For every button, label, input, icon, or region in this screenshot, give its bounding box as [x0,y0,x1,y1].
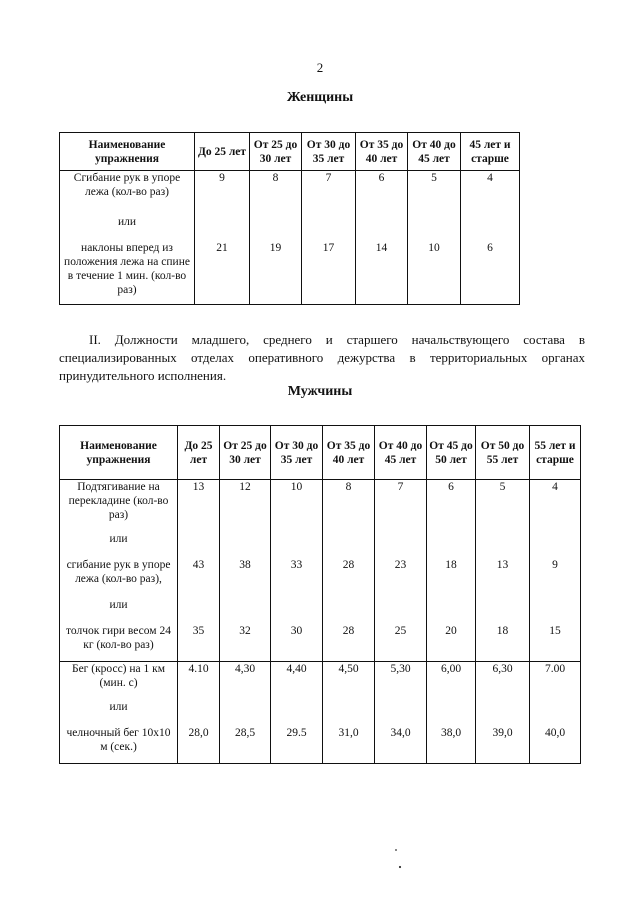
header-age-35-40: От 35 до 40 лет [323,426,375,480]
value-cell: 6 [427,480,476,532]
exercise-name: челночный бег 10х10 м (сек.) [60,726,178,764]
value-cell [356,215,408,241]
table-row-or [60,598,581,624]
value-cell [178,700,220,726]
value-cell: 25 [375,624,427,662]
value-cell: 15 [530,624,581,662]
value-cell [271,532,323,558]
header-age-25-30: От 25 до 30 лет [220,426,271,480]
header-exercise-name: Наименование упражнения [60,133,195,171]
header-age-45-plus: 45 лет и старше [461,133,520,171]
header-exercise-name: Наименование упражнения [60,426,178,480]
table-row [60,726,581,764]
value-cell: 38,0 [427,726,476,764]
value-cell: 43 [178,558,220,598]
exercise-name: Подтягивание на перекладине (кол-во раз) [60,480,178,532]
value-cell [461,215,520,241]
value-cell [375,700,427,726]
header-age-under-25: До 25 лет [195,133,250,171]
value-cell: 39,0 [476,726,530,764]
value-cell: 7.00 [530,662,581,700]
value-cell: 20 [427,624,476,662]
value-cell: 12 [220,480,271,532]
header-age-50-55: От 50 до 55 лет [476,426,530,480]
value-cell [530,532,581,558]
table-row-or [60,700,581,726]
table-row [60,624,581,662]
value-cell [427,598,476,624]
value-cell [375,532,427,558]
value-cell [220,700,271,726]
value-cell: 4,40 [271,662,323,700]
header-age-35-40: От 35 до 40 лет [356,133,408,171]
header-age-45-50: От 45 до 50 лет [427,426,476,480]
value-cell: 9 [530,558,581,598]
value-cell [302,215,356,241]
value-cell: 10 [271,480,323,532]
value-cell: 4 [461,171,520,215]
value-cell: 40,0 [530,726,581,764]
value-cell: 9 [195,171,250,215]
value-cell [220,598,271,624]
value-cell [323,700,375,726]
value-cell: 7 [302,171,356,215]
header-age-25-30: От 25 до 30 лет [250,133,302,171]
value-cell: 19 [250,241,302,305]
value-cell: 4.10 [178,662,220,700]
value-cell: 21 [195,241,250,305]
header-age-under-25: До 25 лет [178,426,220,480]
scan-speck-marks [393,846,407,876]
value-cell: 4 [530,480,581,532]
value-cell: 6,00 [427,662,476,700]
table-row-or [60,532,581,558]
value-cell: 38 [220,558,271,598]
value-cell [427,700,476,726]
value-cell: 18 [427,558,476,598]
value-cell: 5 [476,480,530,532]
table-row [60,171,520,215]
table-header-row [60,133,520,171]
value-cell [427,532,476,558]
header-age-40-45: От 40 до 45 лет [375,426,427,480]
table-row [60,241,520,305]
value-cell [220,532,271,558]
or-separator: или [60,532,178,558]
value-cell: 10 [408,241,461,305]
value-cell: 30 [271,624,323,662]
section-paragraph: II. Должности младшего, среднего и старшего начальствующего состава в специализированных отделах оперативного дежурства в территориальных органах принудительного исполнения. [59,332,585,383]
men-standards-table [59,425,581,764]
women-standards-table [59,132,520,305]
value-cell: 23 [375,558,427,598]
women-section-title: Женщины [286,90,354,105]
value-cell: 29.5 [271,726,323,764]
header-age-55-plus: 55 лет и старше [530,426,581,480]
scan-marks [393,846,407,879]
value-cell: 4,50 [323,662,375,700]
value-cell: 28,0 [178,726,220,764]
value-cell: 14 [356,241,408,305]
value-cell: 6 [461,241,520,305]
header-age-30-35: От 30 до 35 лет [302,133,356,171]
value-cell [375,598,427,624]
table-row [60,558,581,598]
value-cell: 6,30 [476,662,530,700]
or-separator: или [60,700,178,726]
value-cell [476,700,530,726]
value-cell: 28,5 [220,726,271,764]
value-cell: 18 [476,624,530,662]
value-cell: 28 [323,558,375,598]
value-cell [250,215,302,241]
value-cell [323,532,375,558]
or-separator: или [60,598,178,624]
value-cell: 8 [323,480,375,532]
value-cell: 8 [250,171,302,215]
value-cell [530,598,581,624]
table-header-row [60,426,581,480]
value-cell: 5,30 [375,662,427,700]
men-section-title: Мужчины [287,384,353,399]
value-cell [178,598,220,624]
exercise-name: сгибание рук в упоре лежа (кол-во раз), [60,558,178,598]
value-cell: 31,0 [323,726,375,764]
value-cell: 4,30 [220,662,271,700]
page-number: 2 [316,60,324,75]
value-cell [530,700,581,726]
value-cell: 13 [178,480,220,532]
table-row-or [60,215,520,241]
value-cell: 35 [178,624,220,662]
exercise-name: толчок гири весом 24 кг (кол-во раз) [60,624,178,662]
value-cell: 7 [375,480,427,532]
header-age-30-35: От 30 до 35 лет [271,426,323,480]
or-separator: или [60,215,195,241]
table-row [60,480,581,532]
value-cell [271,700,323,726]
value-cell [271,598,323,624]
value-cell: 28 [323,624,375,662]
value-cell: 17 [302,241,356,305]
value-cell [476,532,530,558]
value-cell [476,598,530,624]
value-cell [408,215,461,241]
value-cell: 33 [271,558,323,598]
value-cell: 34,0 [375,726,427,764]
table-row [60,662,581,700]
value-cell [178,532,220,558]
exercise-name: Сгибание рук в упоре лежа (кол-во раз) [60,171,195,215]
exercise-name: наклоны вперед из положения лежа на спине в течение 1 мин. (кол-во раз) [60,241,195,305]
exercise-name: Бег (кросс) на 1 км (мин. с) [60,662,178,700]
header-age-40-45: От 40 до 45 лет [408,133,461,171]
value-cell: 13 [476,558,530,598]
value-cell: 5 [408,171,461,215]
value-cell [195,215,250,241]
value-cell [323,598,375,624]
value-cell: 6 [356,171,408,215]
value-cell: 32 [220,624,271,662]
